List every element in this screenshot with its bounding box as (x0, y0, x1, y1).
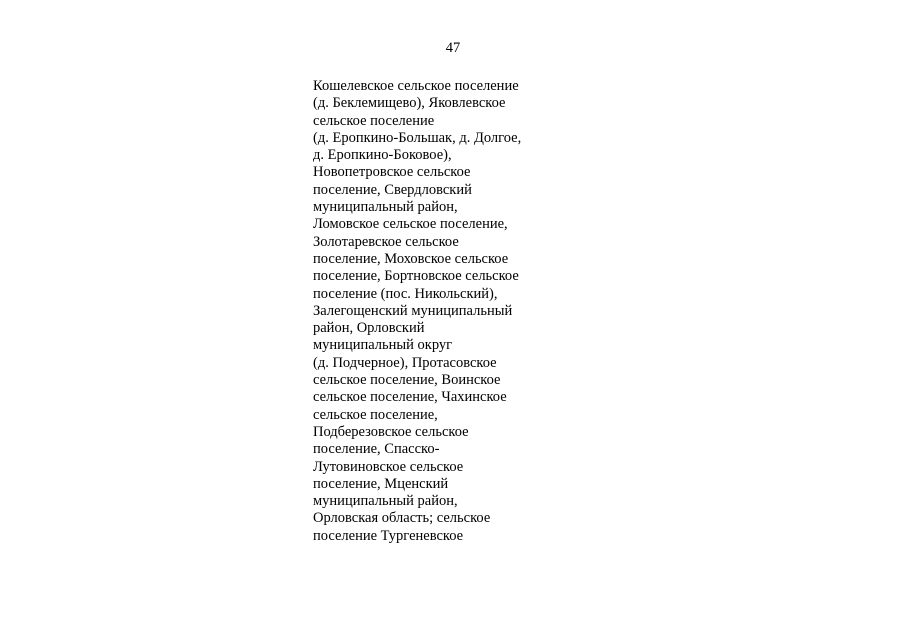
text-line: Ломовское сельское поселение, (313, 216, 508, 233)
page-number: 47 (445, 40, 461, 56)
text-line: (д. Беклемищево), Яковлевское (313, 95, 506, 112)
text-line: Новопетровское сельское (313, 164, 471, 181)
text-line: поселение, Спасско- (313, 441, 440, 458)
text-line: поселение, Мценский (313, 475, 449, 492)
text-line: Лутовиновское сельское (313, 458, 464, 475)
text-line: Орловская область; сельское (313, 510, 491, 527)
text-line: д. Еропкино-Боковое), (313, 147, 452, 164)
text-line: поселение, Моховское сельское (313, 250, 509, 267)
text-line: Залегощенский муниципальный (313, 302, 513, 319)
text-line: поселение, Свердловский (313, 181, 472, 198)
text-line: муниципальный район, (313, 493, 458, 510)
text-line: муниципальный район, (313, 199, 458, 216)
text-line: сельское поселение, (313, 406, 438, 423)
text-line: сельское поселение (313, 112, 435, 129)
text-block (313, 78, 573, 545)
text-line: поселение, Бортновское сельское (313, 268, 519, 285)
text-line: сельское поселение, Воинское (313, 372, 501, 389)
text-line: поселение Тургеневское (313, 527, 464, 544)
text-line: Подберезовское сельское (313, 423, 469, 440)
text-line: район, Орловский (313, 320, 425, 337)
text-line: сельское поселение, Чахинское (313, 389, 507, 406)
text-line: поселение (пос. Никольский), (313, 285, 498, 302)
text-line: Кошелевское сельское поселение (313, 78, 519, 94)
text-line: (д. Еропкино-Большак, д. Долгое, (313, 129, 522, 146)
text-line: муниципальный округ (313, 337, 453, 354)
text-line: Золотаревское сельское (313, 233, 459, 250)
text-line: (д. Подчерное), Протасовское (313, 354, 497, 371)
